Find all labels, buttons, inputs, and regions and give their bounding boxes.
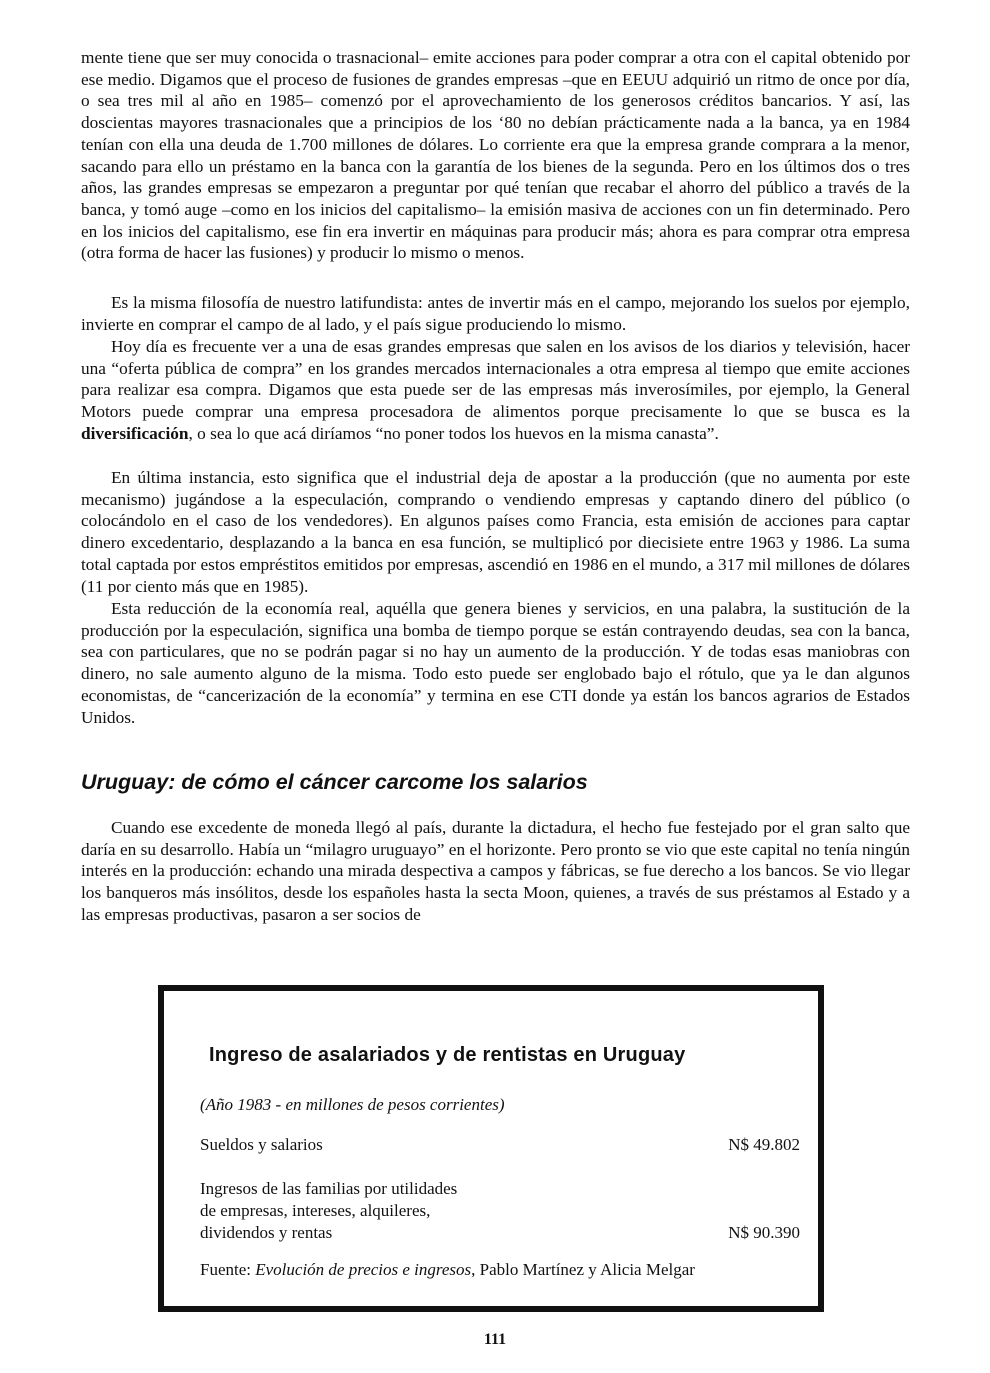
paragraph-3-start: Hoy día es frecuente ver a una de esas grandes empresas que salen en los avisos de los diarios y televisión, hacer una “oferta pública de compra” en los grandes mercados internacionales a otra empresa al tiempo que emite acciones para realizar esa compra. Digamos que esta puede ser de las empresas más inverosímiles, por ejemplo, la General Motors puede comprar una empresa procesadora de alimentos porque precisamente lo que se busca es la (81, 337, 910, 422)
section-title: Uruguay: de cómo el cáncer carcome los salarios (81, 770, 588, 794)
box-title: Ingreso de asalariados y de rentistas en Uruguay (209, 1044, 686, 1066)
box-source (200, 1260, 695, 1280)
source-authors: , Pablo Martínez y Alicia Melgar (471, 1260, 695, 1279)
paragraph-1: mente tiene que ser muy conocida o trasnacional– emite acciones para poder comprar a otra con el capital obtenido por ese medio. Digamos que el proceso de fusiones de grandes empresas –que en EEUU adquirió un ritmo de once por día, o sea tres mil al año en 1985– comenzó por el aprovechamiento de los generosos créditos bancarios. Y así, las doscientas mayores trasnacionales que a principios de los ‘80 no debían prácticamente nada a la banca, ya en 1984 tenían con ella una deuda de 1.700 millones de dólares. Lo corriente era que la empresa grande comprara a la menor, sacando para ello un préstamo en la banca con la garantía de los bienes de la segunda. Pero en los últimos dos o tres años, las grandes empresas se empezaron a preguntar por qué tenían que recabar el ahorro del público a través de la banca, y tomó auge –como en los inicios del capitalismo– la emisión masiva de acciones con un fin determinado. Pero en los inicios del capitalismo, ese fin era invertir en máquinas para producir más; ahora es para comprar otra empresa (otra forma de hacer las fusiones) y producir lo mismo o menos. (81, 48, 910, 263)
row-rents-label-line1: Ingresos de las familias por utilidades (200, 1179, 458, 1198)
paragraph-2: Es la misma filosofía de nuestro latifundista: antes de invertir más en el campo, mejorando los suelos por ejemplo, invierte en comprar el campo de al lado, y el país sigue produciendo lo mismo. (81, 293, 910, 334)
row-rents-label-line3: dividendos y rentas (200, 1223, 333, 1242)
paragraph-3-bold-term: diversificación (81, 423, 189, 443)
box-subtitle: (Año 1983 - en millones de pesos corrientes) (200, 1095, 505, 1114)
paragraph-3-end: , o sea lo que acá diríamos “no poner todos los huevos en la misma canasta”. (188, 423, 719, 443)
paragraph-3 (81, 336, 910, 445)
source-label: Fuente: (200, 1260, 256, 1279)
income-table-box (158, 985, 824, 1312)
row-rents-value: N$ 90.390 (728, 1223, 800, 1242)
paragraph-5: Esta reducción de la economía real, aquélla que genera bienes y servicios, en una palabra, la sustitución de la producción por la especulación, significa una bomba de tiempo porque se están contrayendo deudas, sea con la banca, sea con particulares, que no se podrán pagar si no hay un aumento de la producción. Y de todas esas maniobras con dinero, no sale aumento alguno de la misma. Todo esto puede ser englobado bajo el rótulo, que ya le dan algunos economistas, de “cancerización de la economía” y termina en ese CTI donde ya están los bancos agrarios de Estados Unidos. (81, 599, 910, 727)
page-number: 111 (483, 1331, 507, 1348)
source-title: Evolución de precios e ingresos (255, 1260, 472, 1279)
row-rents-label-line2: de empresas, intereses, alquileres, (200, 1201, 431, 1220)
row-salaries-value: N$ 49.802 (728, 1135, 800, 1154)
row-salaries-label: Sueldos y salarios (200, 1135, 323, 1154)
paragraph-6: Cuando ese excedente de moneda llegó al país, durante la dictadura, el hecho fue festejado por el gran salto que daría en su desarrollo. Había un “milagro uruguayo” en el horizonte. Pero pronto se vio que este capital no tenía ningún interés en la producción: echando una mirada despectiva a campos y fábricas, se fue derecho a los bancos. Se vio llegar los banqueros más insólitos, desde los españoles hasta la secta Moon, quienes, a través de sus préstamos al Estado y a las empresas productivas, pasaron a ser socios de (81, 818, 910, 924)
paragraph-4: En última instancia, esto significa que el industrial deja de apostar a la producción (que no aumenta por este mecanismo) jugándose a la especulación, comprando o vendiendo empresas y captando dinero del público (o colocándolo en el caso de los vendedores). En algunos países como Francia, esta emisión de acciones para captar dinero excedentario, desplazando a la banca en esa función, se multiplicó por diecisiete entre 1963 y 1986. La suma total captada por estos empréstitos emitidos por empresas, ascendió en 1986 en el mundo, a 317 mil millones de dólares (11 por ciento más que en 1985). (81, 468, 910, 596)
